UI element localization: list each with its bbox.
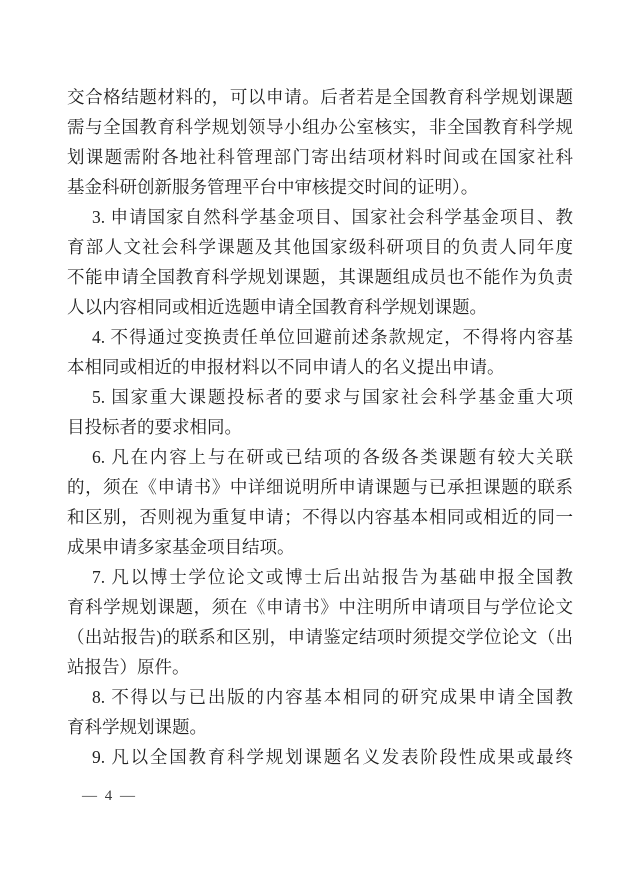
text-line: 划课题需附各地社科管理部门寄出结项材料时间或在国家社科	[67, 147, 573, 167]
paragraph-continuation-from-previous-page	[67, 82, 573, 202]
paragraph-item-9	[67, 742, 573, 772]
paragraph-item-8	[67, 682, 573, 742]
text-line: 人以内容相同或相近选题申请全国教育科学规划课题。	[67, 297, 487, 317]
text-line: 6. 凡在内容上与在研或已结项的各级各类课题有较大关联	[92, 447, 573, 467]
text-line: 育科学规划课题。	[67, 717, 207, 737]
text-line: 需与全国教育科学规划领导小组办公室核实，非全国教育科学规	[67, 117, 573, 137]
text-line: 3. 申请国家自然科学基金项目、国家社会科学基金项目、教	[92, 207, 573, 227]
paragraph-item-4	[67, 322, 573, 382]
text-line: 不能申请全国教育科学规划课题，其课题组成员也不能作为负责	[67, 267, 573, 287]
text-line: 成果申请多家基金项目结项。	[67, 537, 295, 557]
text-line: 4. 不得通过变换责任单位回避前述条款规定，不得将内容基	[92, 327, 573, 347]
document-body	[67, 82, 573, 772]
text-line: 9. 凡以全国教育科学规划课题名义发表阶段性成果或最终	[92, 747, 573, 767]
text-line: 5. 国家重大课题投标者的要求与国家社会科学基金重大项	[92, 387, 573, 407]
text-line: 7. 凡以博士学位论文或博士后出站报告为基础申报全国教	[92, 567, 573, 587]
text-line: 本相同或相近的申报材料以不同申请人的名义提出申请。	[67, 357, 505, 377]
text-line: 和区别，否则视为重复申请；不得以内容基本相同或相近的同一	[67, 507, 573, 527]
paragraph-item-6	[67, 442, 573, 562]
page-number: — 4 —	[82, 788, 137, 804]
paragraph-item-7	[67, 562, 573, 682]
text-line: （出站报告)的联系和区别，申请鉴定结项时须提交学位论文（出	[67, 627, 573, 647]
text-line: 目投标者的要求相同。	[67, 417, 242, 437]
text-line: 的，须在《申请书》中详细说明所申请课题与已承担课题的联系	[67, 477, 573, 497]
text-line: 基金科研创新服务管理平台中审核提交时间的证明）。	[67, 177, 479, 197]
text-line: 育科学规划课题，须在《申请书》中注明所申请项目与学位论文	[67, 597, 573, 617]
paragraph-item-5	[67, 382, 573, 442]
text-line: 育部人文社会科学课题及其他国家级科研项目的负责人同年度	[67, 237, 573, 257]
text-line: 8. 不得以与已出版的内容基本相同的研究成果申请全国教	[92, 687, 573, 707]
paragraph-item-3	[67, 202, 573, 322]
text-line: 交合格结题材料的，可以申请。后者若是全国教育科学规划课题	[67, 87, 573, 107]
text-line: 站报告）原件。	[67, 657, 190, 677]
